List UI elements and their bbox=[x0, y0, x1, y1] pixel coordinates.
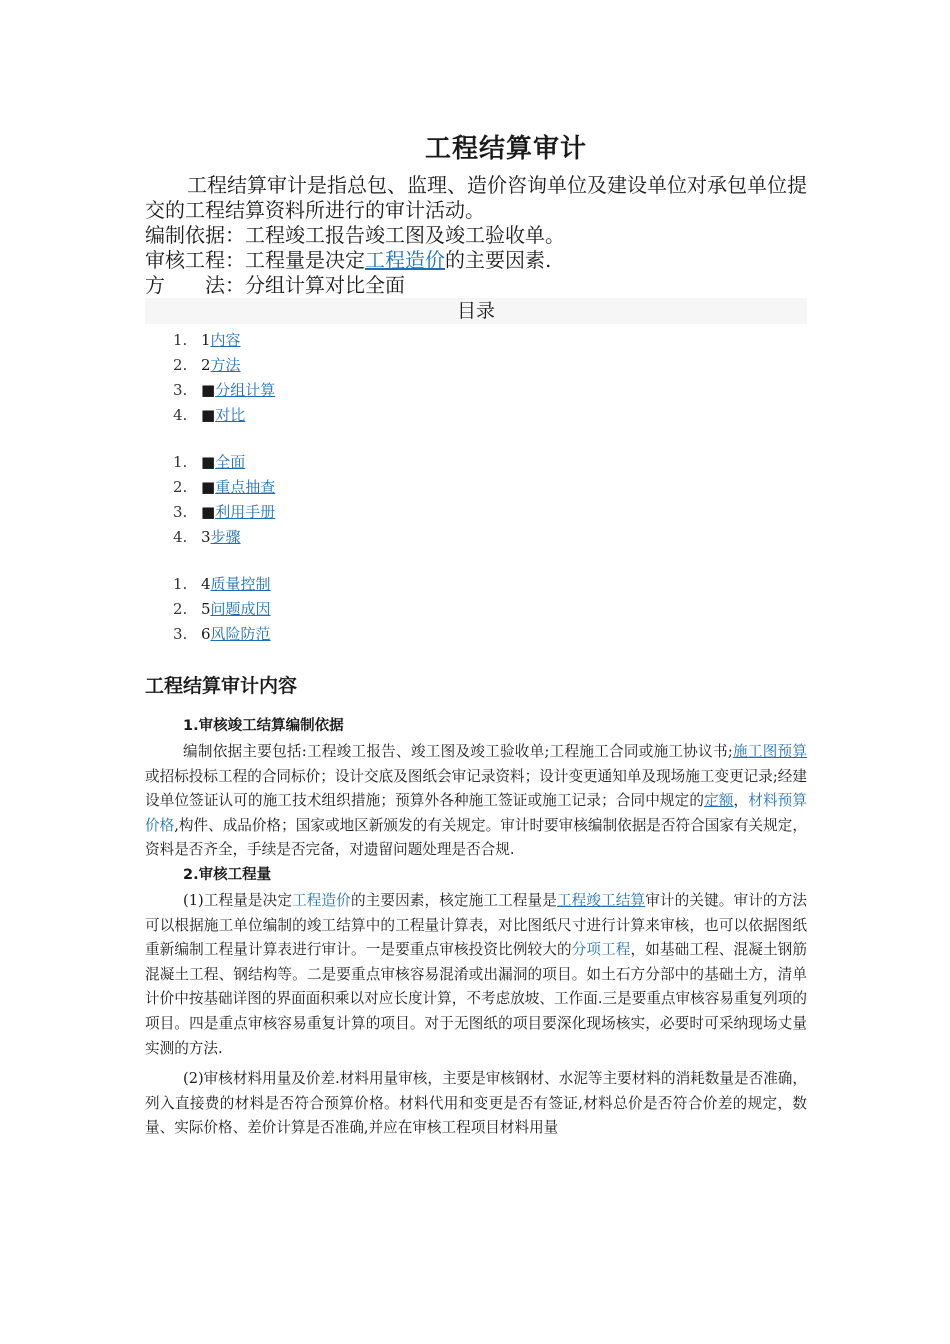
text-run: 审计的关键。审计的方法可以根据施工单位编制的竣工结算中的工程量计算表，对比图纸尺寸进行计算来审核，也可以依据图纸重新编制工程量计算表进行审计。一是要重点审核投资比例较大的 bbox=[145, 891, 807, 959]
toc-item bbox=[173, 475, 807, 500]
toc-gap bbox=[145, 550, 807, 572]
toc-group-3 bbox=[145, 572, 807, 647]
toc-num: 3. bbox=[173, 381, 188, 399]
document-title: 工程结算审计 bbox=[424, 134, 587, 164]
method-value: 分组计算对比全面 bbox=[245, 273, 405, 297]
toc-link-manual[interactable]: 利用手册 bbox=[215, 503, 276, 521]
toc-item bbox=[173, 525, 807, 550]
link-construction-budget[interactable]: 施工图预算 bbox=[732, 743, 807, 760]
toc-group-2 bbox=[145, 450, 807, 550]
toc-num: 1. bbox=[173, 331, 188, 349]
method-key: 方 法： bbox=[145, 273, 245, 297]
basis-line bbox=[145, 223, 807, 248]
toc-item bbox=[173, 403, 807, 428]
toc-prefix: 4 bbox=[201, 575, 211, 593]
toc-item bbox=[173, 597, 807, 622]
toc-link-content[interactable]: 内容 bbox=[210, 331, 241, 349]
toc-num: 3. bbox=[173, 503, 188, 521]
subsection-heading-1: 1.审核竣工结算编制依据 bbox=[183, 718, 344, 734]
toc-num: 4. bbox=[173, 406, 188, 424]
text-run: 编制依据主要包括:工程竣工报告、竣工图及竣工验收单;工程施工合同或施工协议书; bbox=[183, 743, 733, 760]
toc-link-risk[interactable]: 风险防范 bbox=[210, 625, 271, 643]
text-run: 或招标投标工程的合同标价；设计交底及图纸会审记录资料；设计变更通知单及现场施工变更记录;经建设单位签证认可的施工技术组织措施；预算外各种施工签证或施工记录；合同中规定的 bbox=[145, 767, 807, 810]
toc-link-quality[interactable]: 质量控制 bbox=[210, 575, 271, 593]
basis-value: 工程竣工报告竣工图及竣工验收单。 bbox=[245, 223, 565, 247]
toc-title: 目录 bbox=[145, 298, 807, 324]
subsection-1-paragraph bbox=[145, 740, 807, 863]
toc-num: 4. bbox=[173, 528, 188, 546]
text-run: (1)工程量是决定 bbox=[183, 891, 293, 909]
review-key: 审核工程： bbox=[145, 248, 245, 272]
toc-link-steps[interactable]: 步骤 bbox=[210, 528, 241, 546]
review-link-cost[interactable]: 工程造价 bbox=[365, 248, 445, 272]
toc-prefix: 1 bbox=[201, 331, 211, 349]
toc-num: 3. bbox=[173, 625, 188, 643]
toc-item bbox=[173, 500, 807, 525]
review-line bbox=[145, 248, 807, 273]
subsection-2-paragraph-2: (2)审核材料用量及价差.材料用量审核，主要是审核钢材、水泥等主要材料的消耗数量是否准确，列入直接费的材料是否符合预算价格。材料代用和变更是否有签证,材料总价是否符合价差的规定，数量、实际价格、差价计算是否准确,并应在审核工程项目材料用量 bbox=[145, 1070, 807, 1137]
text-run: ，如基础工程、混凝土钢筋混凝土工程、钢结构等。二是要重点审核容易混淆或出漏洞的项目。如土石方分部中的基础土方，清单计价中按基础详图的界面面积乘以对应长度计算，不考虑放坡、工作面.三是要重点审核容易重复列项的项目。四是重点审核容易重复计算的项目。对于无图纸的项目要深化现场核实，必要时可采纳现场丈量实测的方法. bbox=[145, 941, 807, 1057]
toc-item bbox=[173, 328, 807, 353]
toc-prefix: 6 bbox=[201, 625, 211, 643]
toc-prefix: ■ bbox=[201, 406, 216, 424]
toc-prefix: ■ bbox=[201, 478, 216, 496]
link-material-price[interactable]: 材料预算价格 bbox=[145, 792, 807, 834]
toc-num: 1. bbox=[173, 575, 188, 593]
toc bbox=[145, 328, 807, 647]
toc-item bbox=[173, 378, 807, 403]
toc-item bbox=[173, 572, 807, 597]
review-before: 工程量是决定 bbox=[245, 248, 365, 272]
toc-num: 2. bbox=[173, 478, 188, 496]
toc-gap bbox=[145, 428, 807, 450]
toc-num: 1. bbox=[173, 453, 188, 471]
toc-prefix: 3 bbox=[201, 528, 211, 546]
text-run: 的主要因素，核定施工工程量是 bbox=[350, 891, 557, 909]
toc-prefix: ■ bbox=[201, 503, 216, 521]
document-page bbox=[145, 128, 807, 1141]
toc-prefix: ■ bbox=[201, 381, 216, 399]
link-completion-settlement[interactable]: 工程竣工结算 bbox=[556, 891, 646, 909]
toc-item bbox=[173, 353, 807, 378]
basis-key: 编制依据： bbox=[145, 223, 245, 247]
toc-link-group-calc[interactable]: 分组计算 bbox=[215, 381, 276, 399]
toc-item bbox=[173, 450, 807, 475]
toc-item bbox=[173, 622, 807, 647]
toc-prefix: ■ bbox=[201, 453, 216, 471]
method-line bbox=[145, 273, 807, 298]
text-run: ， bbox=[733, 792, 749, 810]
toc-link-method[interactable]: 方法 bbox=[210, 356, 241, 374]
link-quota[interactable]: 定额 bbox=[704, 792, 734, 810]
toc-group-1 bbox=[145, 328, 807, 428]
toc-prefix: 5 bbox=[201, 600, 211, 618]
link-sub-project[interactable]: 分项工程 bbox=[571, 941, 631, 959]
review-after: 的主要因素. bbox=[445, 248, 552, 272]
toc-link-spot-check[interactable]: 重点抽查 bbox=[215, 478, 276, 496]
section-heading: 工程结算审计内容 bbox=[145, 675, 298, 697]
text-run: ,构件、成品价格；国家或地区新颁发的有关规定。审计时要审核编制依据是否符合国家有关规定，资料是否齐全，手续是否完备，对遗留问题处理是否合规. bbox=[145, 816, 807, 859]
subsection-2-paragraph-1 bbox=[145, 889, 807, 1061]
toc-prefix: 2 bbox=[201, 356, 211, 374]
toc-num: 2. bbox=[173, 600, 188, 618]
intro-paragraph: 工程结算审计是指总包、监理、造价咨询单位及建设单位对承包单位提交的工程结算资料所进行的审计活动。 bbox=[145, 173, 807, 222]
toc-link-compare[interactable]: 对比 bbox=[215, 406, 246, 424]
subsection-heading-2: 2.审核工程量 bbox=[183, 866, 272, 883]
toc-num: 2. bbox=[173, 356, 188, 374]
toc-link-full[interactable]: 全面 bbox=[215, 453, 246, 471]
link-engineering-cost[interactable]: 工程造价 bbox=[292, 891, 351, 909]
toc-link-causes[interactable]: 问题成因 bbox=[210, 600, 271, 618]
